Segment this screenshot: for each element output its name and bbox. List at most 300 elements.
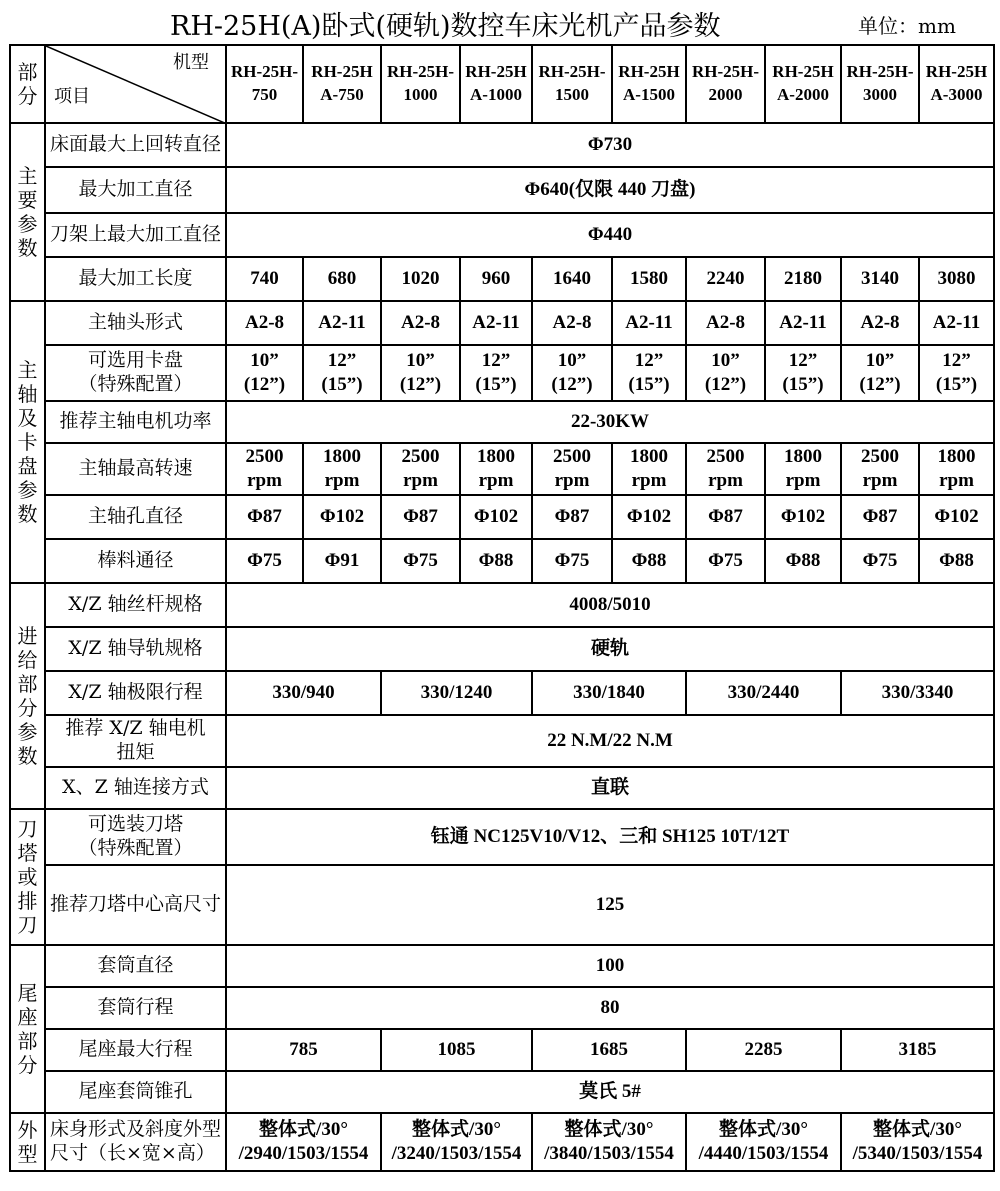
value-cell xyxy=(460,257,532,301)
value-cell xyxy=(303,345,381,401)
row-taper xyxy=(10,1071,994,1113)
value-cell xyxy=(765,443,841,495)
model-header-1 xyxy=(303,45,381,123)
row-label-line: 可选装刀塔 xyxy=(87,813,183,836)
value-line: 1800 xyxy=(477,446,515,468)
row-label-line: 扭矩 xyxy=(116,741,155,763)
value-cell xyxy=(612,495,686,539)
row-quill_travel xyxy=(10,987,994,1029)
value-cell xyxy=(686,1113,841,1171)
value-cell xyxy=(532,1113,686,1171)
value-cell xyxy=(919,257,994,301)
section-char: 部 xyxy=(17,60,38,84)
value-line: A2-8 xyxy=(705,312,746,334)
row-label-bed xyxy=(45,1113,226,1171)
value-line: 12” xyxy=(327,350,357,372)
value-max_dia: Φ640(仅限 440 刀盘) xyxy=(226,167,994,213)
value-line: 1800 xyxy=(937,446,976,468)
row-label-guide xyxy=(45,627,226,671)
row-label-line: 最大加工长度 xyxy=(78,267,193,290)
value-cell xyxy=(841,1113,994,1171)
row-label-max_len xyxy=(45,257,226,301)
value-cell: 2285 xyxy=(686,1029,841,1071)
value-line: /5340/1503/1554 xyxy=(852,1143,983,1164)
value-cell xyxy=(381,1113,532,1171)
value-line: 2500 xyxy=(553,446,591,468)
section-char: 主 xyxy=(17,164,38,188)
section-char: 数 xyxy=(17,502,38,526)
value-line: 2500 xyxy=(861,446,899,468)
value-cell: 3185 xyxy=(841,1029,994,1071)
model-header-line: A-2000 xyxy=(777,85,829,104)
model-header-3 xyxy=(460,45,532,123)
row-label-line: （特殊配置） xyxy=(78,837,193,859)
value-line: Φ75 xyxy=(862,550,898,572)
section-char: 主 xyxy=(17,358,38,382)
section-char: 塔 xyxy=(17,841,38,865)
section-char: 数 xyxy=(17,744,38,768)
row-label-line: 刀架上最大加工直径 xyxy=(49,223,221,246)
row-turret_h xyxy=(10,865,994,945)
row-label-line: （特殊配置） xyxy=(78,373,193,395)
section-char: 及 xyxy=(17,406,38,430)
value-cell xyxy=(841,495,919,539)
value-line: (15”) xyxy=(782,374,824,395)
value-line: 10” xyxy=(865,350,895,372)
row-label-taper xyxy=(45,1071,226,1113)
value-line: (15”) xyxy=(628,374,670,395)
value-cell xyxy=(226,443,303,495)
value-line: Φ75 xyxy=(708,550,743,572)
value-line: A2-8 xyxy=(400,312,441,334)
model-header-4 xyxy=(532,45,612,123)
value-cell xyxy=(686,443,765,495)
row-quill_dia xyxy=(10,945,994,987)
model-header-line: 3000 xyxy=(863,85,897,104)
value-cell xyxy=(381,345,460,401)
value-turret_opt: 钰通 NC125V10/V12、三和 SH125 10T/12T xyxy=(226,809,994,865)
value-line: rpm xyxy=(631,470,667,491)
value-line: Φ75 xyxy=(403,550,438,572)
row-swing xyxy=(10,123,994,167)
value-line: 12” xyxy=(634,350,664,372)
value-line: rpm xyxy=(862,470,898,491)
row-rest_dia xyxy=(10,213,994,257)
value-rest_dia: Φ440 xyxy=(226,213,994,257)
value-line: A2-11 xyxy=(779,312,827,334)
value-line: 10” xyxy=(557,350,587,372)
section-char: 给 xyxy=(17,648,38,672)
value-line: rpm xyxy=(324,470,360,491)
value-line: (12”) xyxy=(704,374,747,395)
section-header xyxy=(10,45,45,123)
row-label-max_dia xyxy=(45,167,226,213)
value-cell xyxy=(303,539,381,583)
section-char: 参 xyxy=(17,212,38,236)
value-cell xyxy=(226,1113,381,1171)
value-line: A2-11 xyxy=(932,312,981,334)
value-line: 1800 xyxy=(630,446,668,468)
value-line: Φ102 xyxy=(626,506,672,528)
value-line: A2-11 xyxy=(318,312,366,334)
value-line: rpm xyxy=(554,470,590,491)
row-label-speed xyxy=(45,443,226,495)
section-main xyxy=(10,123,45,301)
value-cell xyxy=(919,539,994,583)
value-line: A2-8 xyxy=(860,312,900,334)
row-max_dia xyxy=(10,167,994,213)
value-line: 10” xyxy=(250,350,279,372)
value-line: Φ75 xyxy=(247,550,282,572)
row-label-motor xyxy=(45,401,226,443)
row-label-line: X/Z 轴极限行程 xyxy=(68,681,203,704)
value-line: Φ88 xyxy=(939,550,974,572)
value-guide: 硬轨 xyxy=(226,627,994,671)
section-char: 型 xyxy=(17,1142,38,1166)
value-line: 1800 xyxy=(323,446,361,468)
value-cell: 1685 xyxy=(532,1029,686,1071)
value-line: 12” xyxy=(942,350,971,372)
row-label-swing xyxy=(45,123,226,167)
value-line: Φ102 xyxy=(934,506,979,528)
value-line: /2940/1503/1554 xyxy=(238,1143,369,1164)
row-label-travel xyxy=(45,671,226,715)
row-label-line: 床身形式及斜度外型 xyxy=(50,1118,222,1141)
value-line: 12” xyxy=(481,350,511,372)
model-header-line: 2000 xyxy=(708,85,743,104)
value-line: (12”) xyxy=(551,374,593,395)
value-line: 680 xyxy=(327,268,357,290)
value-line: Φ87 xyxy=(554,506,590,528)
value-line: Φ87 xyxy=(403,506,438,528)
corner-model-label: 机型 xyxy=(173,52,209,73)
value-cell xyxy=(686,495,765,539)
model-header-line: RH-25H- xyxy=(538,62,606,82)
value-cell xyxy=(303,443,381,495)
value-line: Φ91 xyxy=(324,550,360,572)
model-header-line: 1500 xyxy=(555,85,589,104)
section-spindle xyxy=(10,301,45,583)
value-cell xyxy=(841,345,919,401)
row-label-line: 最大加工直径 xyxy=(78,178,193,201)
section-char: 或 xyxy=(17,865,38,889)
value-cell xyxy=(381,443,460,495)
value-torque: 22 N.M/22 N.M xyxy=(226,715,994,767)
model-header-line: RH-25H xyxy=(925,62,988,82)
value-line: 整体式/30° xyxy=(719,1119,808,1141)
row-bar xyxy=(10,539,994,583)
row-label-line: X/Z 轴导轨规格 xyxy=(68,637,203,660)
value-line: 1020 xyxy=(401,268,440,290)
value-line: 740 xyxy=(250,268,279,290)
section-char: 尾 xyxy=(17,981,38,1005)
row-label-line: 推荐主轴电机功率 xyxy=(59,410,212,433)
value-cell xyxy=(919,345,994,401)
value-line: (15”) xyxy=(321,374,363,395)
row-label-connect xyxy=(45,767,226,809)
row-label-torque xyxy=(45,715,226,767)
value-cell xyxy=(841,257,919,301)
value-line: 整体式/30° xyxy=(873,1119,962,1141)
row-guide xyxy=(10,627,994,671)
value-line: 330/2440 xyxy=(727,682,800,704)
value-line: (15”) xyxy=(475,374,517,395)
value-cell xyxy=(841,443,919,495)
section-char: 参 xyxy=(17,720,38,744)
value-cell xyxy=(532,443,612,495)
value-cell xyxy=(765,345,841,401)
value-cell xyxy=(381,495,460,539)
value-cell xyxy=(686,671,841,715)
value-turret_h: 125 xyxy=(226,865,994,945)
value-line: 10” xyxy=(711,350,740,372)
row-tail_travel xyxy=(10,1029,994,1071)
value-line: rpm xyxy=(939,470,974,491)
value-line: 2240 xyxy=(706,268,745,290)
section-char: 卡 xyxy=(17,430,38,454)
row-chuck xyxy=(10,345,994,401)
model-header-line: RH-25H xyxy=(772,62,834,82)
value-cell xyxy=(381,671,532,715)
value-taper: 莫氏 5# xyxy=(226,1071,994,1113)
row-label-rest_dia xyxy=(45,213,226,257)
model-header-line: A-750 xyxy=(320,85,364,104)
value-line: Φ87 xyxy=(708,506,743,528)
row-bore xyxy=(10,495,994,539)
value-cell xyxy=(381,539,460,583)
section-char: 部 xyxy=(17,672,38,696)
value-swing: Φ730 xyxy=(226,123,994,167)
value-cell xyxy=(612,257,686,301)
value-cell xyxy=(532,539,612,583)
value-cell xyxy=(765,257,841,301)
row-label-line: 床面最大上回转直径 xyxy=(49,133,221,156)
value-line: Φ88 xyxy=(631,550,667,572)
row-label-line: 主轴头形式 xyxy=(87,311,183,334)
value-cell xyxy=(612,539,686,583)
section-char: 进 xyxy=(17,624,38,648)
row-label-line: 套筒直径 xyxy=(97,954,174,977)
value-line: rpm xyxy=(708,470,743,491)
model-header-line: 1000 xyxy=(403,85,438,104)
row-torque xyxy=(10,715,994,767)
value-line: Φ102 xyxy=(319,506,365,528)
value-line: 整体式/30° xyxy=(564,1119,654,1141)
section-char: 分 xyxy=(17,1053,38,1077)
value-cell xyxy=(460,301,532,345)
value-line: A2-8 xyxy=(244,312,285,334)
value-quill_dia: 100 xyxy=(226,945,994,987)
value-line: rpm xyxy=(478,470,514,491)
value-cell xyxy=(841,301,919,345)
row-label-bar xyxy=(45,539,226,583)
value-connect: 直联 xyxy=(226,767,994,809)
value-line: (15”) xyxy=(935,374,978,395)
value-cell xyxy=(765,539,841,583)
row-connect xyxy=(10,767,994,809)
section-char: 分 xyxy=(17,696,38,720)
model-header-6 xyxy=(686,45,765,123)
model-header-line: RH-25H xyxy=(311,62,373,82)
value-cell xyxy=(226,257,303,301)
model-header-line: RH-25H xyxy=(618,62,680,82)
value-cell xyxy=(612,345,686,401)
header-row xyxy=(10,45,994,123)
section-char: 数 xyxy=(17,236,38,260)
corner-item-label: 项目 xyxy=(54,85,90,107)
model-header-line: RH-25H- xyxy=(846,62,914,82)
model-header-line: A-1000 xyxy=(470,85,522,104)
model-header-line: RH-25H- xyxy=(386,62,455,82)
row-label-line: 推荐 X/Z 轴电机 xyxy=(65,717,206,740)
value-cell xyxy=(460,345,532,401)
value-line: /3840/1503/1554 xyxy=(544,1143,674,1164)
value-line: /3240/1503/1554 xyxy=(391,1143,522,1164)
model-header-line: 750 xyxy=(251,85,278,104)
row-label-chuck xyxy=(45,345,226,401)
value-cell xyxy=(460,539,532,583)
section-char: 盘 xyxy=(17,454,38,478)
section-char: 轴 xyxy=(17,382,38,406)
row-label-line: 棒料通径 xyxy=(97,549,174,572)
model-header-2 xyxy=(381,45,460,123)
section-char: 参 xyxy=(17,478,38,502)
value-line: 3080 xyxy=(937,268,976,290)
section-feed xyxy=(10,583,45,809)
model-header-line: A-3000 xyxy=(930,85,983,104)
value-line: 1640 xyxy=(553,268,591,290)
value-cell xyxy=(303,495,381,539)
model-header-7 xyxy=(765,45,841,123)
row-spindle_nose xyxy=(10,301,994,345)
value-line: 2180 xyxy=(784,268,822,290)
value-cell xyxy=(532,671,686,715)
value-line: rpm xyxy=(403,470,438,491)
value-line: (12”) xyxy=(243,374,286,395)
value-cell xyxy=(765,495,841,539)
value-cell xyxy=(532,301,612,345)
row-label-bore xyxy=(45,495,226,539)
row-speed xyxy=(10,443,994,495)
value-line: rpm xyxy=(785,470,821,491)
value-motor: 22-30KW xyxy=(226,401,994,443)
section-char: 刀 xyxy=(17,817,38,841)
value-cell: 1085 xyxy=(381,1029,532,1071)
value-line: /4440/1503/1554 xyxy=(698,1143,829,1164)
row-label-line: 可选用卡盘 xyxy=(87,349,183,372)
value-cell xyxy=(841,671,994,715)
value-quill_travel: 80 xyxy=(226,987,994,1029)
value-line: 960 xyxy=(481,268,511,290)
value-line: 整体式/30° xyxy=(259,1119,348,1141)
row-motor xyxy=(10,401,994,443)
value-cell xyxy=(532,345,612,401)
value-cell xyxy=(532,495,612,539)
model-header-0 xyxy=(226,45,303,123)
value-line: 2500 xyxy=(245,446,284,468)
value-line: Φ88 xyxy=(785,550,821,572)
row-turret_opt xyxy=(10,809,994,865)
row-label-turret_opt xyxy=(45,809,226,865)
value-cell xyxy=(686,301,765,345)
page-title: RH-25H(A)卧式(硬轨)数控车床光机产品参数 xyxy=(170,11,721,42)
value-line: Φ87 xyxy=(862,506,898,528)
row-label-turret_h xyxy=(45,865,226,945)
row-label-tail_travel xyxy=(45,1029,226,1071)
value-cell xyxy=(226,495,303,539)
value-line: 3140 xyxy=(861,268,899,290)
value-screw: 4008/5010 xyxy=(226,583,994,627)
value-line: 整体式/30° xyxy=(412,1119,501,1141)
row-label-screw xyxy=(45,583,226,627)
value-line: 1580 xyxy=(630,268,668,290)
value-cell xyxy=(612,301,686,345)
value-cell xyxy=(919,301,994,345)
row-label-line: 套筒行程 xyxy=(97,996,174,1019)
value-line: Φ88 xyxy=(478,550,514,572)
value-cell xyxy=(686,345,765,401)
value-line: 330/1240 xyxy=(420,682,493,704)
corner-cell xyxy=(45,45,226,123)
value-cell xyxy=(919,495,994,539)
model-header-5 xyxy=(612,45,686,123)
row-screw xyxy=(10,583,994,627)
section-turret xyxy=(10,809,45,945)
row-max_len xyxy=(10,257,994,301)
model-header-line: RH-25H- xyxy=(230,62,299,82)
row-label-line: X、Z 轴连接方式 xyxy=(62,776,209,799)
section-char: 外 xyxy=(17,1118,38,1142)
row-label-line: 尾座套筒锥孔 xyxy=(78,1080,193,1103)
value-cell xyxy=(460,495,532,539)
model-header-line: RH-25H xyxy=(465,62,527,82)
model-header-9 xyxy=(919,45,994,123)
section-char: 分 xyxy=(17,84,38,108)
section-outer xyxy=(10,1113,45,1171)
spec-table xyxy=(9,44,995,1172)
value-cell xyxy=(226,345,303,401)
value-cell xyxy=(226,671,381,715)
value-line: 10” xyxy=(406,350,435,372)
value-cell xyxy=(686,539,765,583)
value-cell xyxy=(765,301,841,345)
value-line: A2-11 xyxy=(472,312,520,334)
section-char: 刀 xyxy=(17,913,38,937)
value-cell xyxy=(226,301,303,345)
value-line: Φ87 xyxy=(247,506,282,528)
value-line: 12” xyxy=(788,350,818,372)
row-label-line: X/Z 轴丝杆规格 xyxy=(68,593,203,616)
value-line: 330/1840 xyxy=(573,682,645,704)
section-tail xyxy=(10,945,45,1113)
value-cell xyxy=(381,257,460,301)
section-char: 座 xyxy=(17,1005,38,1029)
value-cell xyxy=(226,539,303,583)
value-line: Φ102 xyxy=(780,506,826,528)
value-cell xyxy=(612,443,686,495)
row-travel xyxy=(10,671,994,715)
section-char: 要 xyxy=(17,188,38,212)
value-cell xyxy=(686,257,765,301)
section-char: 部 xyxy=(17,1029,38,1053)
row-label-line: 推荐刀塔中心高尺寸 xyxy=(49,893,221,916)
section-header-text xyxy=(11,60,44,108)
value-line: Φ75 xyxy=(554,550,590,572)
value-line: rpm xyxy=(247,470,282,491)
value-line: Φ102 xyxy=(473,506,519,528)
row-label-quill_travel xyxy=(45,987,226,1029)
row-label-line: 尾座最大行程 xyxy=(78,1038,193,1061)
